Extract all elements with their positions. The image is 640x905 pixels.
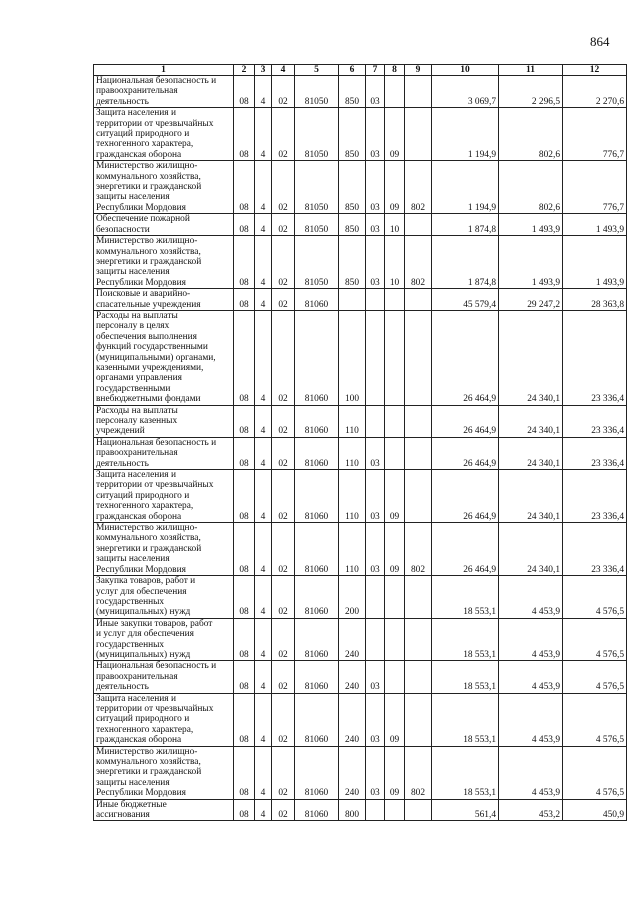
cell-c5: 81060 [295, 405, 339, 437]
cell-c7 [366, 576, 385, 619]
cell-c7: 03 [366, 523, 385, 576]
cell-c6: 240 [339, 661, 366, 693]
cell-c12: 23 336,4 [563, 437, 627, 469]
cell-c11: 4 453,9 [499, 693, 563, 746]
column-header-6: 6 [339, 65, 366, 76]
cell-c2: 08 [234, 618, 255, 661]
cell-c4: 02 [272, 236, 295, 289]
cell-c10: 18 553,1 [432, 693, 499, 746]
cell-c10: 3 069,7 [432, 76, 499, 108]
cell-c4: 02 [272, 161, 295, 214]
cell-c10: 26 464,9 [432, 405, 499, 437]
cell-c6: 850 [339, 236, 366, 289]
cell-c8 [385, 618, 405, 661]
cell-c10: 561,4 [432, 799, 499, 821]
cell-c7 [366, 799, 385, 821]
cell-c2: 08 [234, 108, 255, 161]
cell-c11: 453,2 [499, 799, 563, 821]
cell-c9 [405, 310, 432, 405]
cell-c7: 03 [366, 108, 385, 161]
cell-c5: 81060 [295, 618, 339, 661]
table-row [94, 108, 627, 161]
cell-c2: 08 [234, 437, 255, 469]
cell-c8: 09 [385, 470, 405, 523]
cell-c11: 29 247,2 [499, 289, 563, 311]
column-header-11: 11 [499, 65, 563, 76]
cell-c3: 4 [255, 693, 272, 746]
cell-c6: 110 [339, 523, 366, 576]
cell-c8: 09 [385, 523, 405, 576]
cell-c2: 08 [234, 405, 255, 437]
cell-c11: 4 453,9 [499, 746, 563, 799]
cell-c11: 24 340,1 [499, 405, 563, 437]
cell-c2: 08 [234, 470, 255, 523]
cell-c8 [385, 289, 405, 311]
cell-c11: 24 340,1 [499, 523, 563, 576]
cell-c11: 4 453,9 [499, 618, 563, 661]
cell-c2: 08 [234, 576, 255, 619]
cell-c11: 1 493,9 [499, 236, 563, 289]
cell-c2: 08 [234, 799, 255, 821]
row-name: Закупка товаров, работ и услуг для обеспечения государственных (муниципальных) нужд [94, 576, 234, 619]
cell-c12: 1 493,9 [563, 214, 627, 236]
cell-c9: 802 [405, 746, 432, 799]
table-row [94, 236, 627, 289]
cell-c5: 81060 [295, 523, 339, 576]
cell-c6: 200 [339, 576, 366, 619]
cell-c3: 4 [255, 661, 272, 693]
cell-c5: 81060 [295, 799, 339, 821]
column-header-9: 9 [405, 65, 432, 76]
cell-c6: 800 [339, 799, 366, 821]
column-header-2: 2 [234, 65, 255, 76]
cell-c8: 09 [385, 108, 405, 161]
table-row [94, 437, 627, 469]
cell-c6: 240 [339, 693, 366, 746]
cell-c12: 1 493,9 [563, 236, 627, 289]
cell-c10: 26 464,9 [432, 437, 499, 469]
cell-c10: 26 464,9 [432, 470, 499, 523]
cell-c7: 03 [366, 161, 385, 214]
cell-c3: 4 [255, 437, 272, 469]
cell-c8 [385, 76, 405, 108]
table-row [94, 523, 627, 576]
cell-c5: 81060 [295, 310, 339, 405]
cell-c8 [385, 310, 405, 405]
cell-c3: 4 [255, 214, 272, 236]
cell-c3: 4 [255, 161, 272, 214]
column-header-3: 3 [255, 65, 272, 76]
row-name: Расходы на выплаты персоналу в целях обеспечения выполнения функций государственными (муниципальными) органами, казенными учреждениями, органами управления государственными внебюджетными фондами [94, 310, 234, 405]
cell-c9 [405, 693, 432, 746]
cell-c7: 03 [366, 693, 385, 746]
cell-c5: 81060 [295, 661, 339, 693]
column-header-8: 8 [385, 65, 405, 76]
table-row [94, 161, 627, 214]
cell-c11: 2 296,5 [499, 76, 563, 108]
cell-c6: 850 [339, 214, 366, 236]
cell-c9 [405, 576, 432, 619]
table-row [94, 470, 627, 523]
cell-c4: 02 [272, 799, 295, 821]
cell-c2: 08 [234, 661, 255, 693]
row-name: Министерство жилищно- коммунального хозяйства, энергетики и гражданской защиты населения Республики Мордовия [94, 161, 234, 214]
row-name: Иные бюджетные ассигнования [94, 799, 234, 821]
row-name: Министерство жилищно- коммунального хозяйства, энергетики и гражданской защиты населения Республики Мордовия [94, 746, 234, 799]
cell-c5: 81050 [295, 76, 339, 108]
cell-c4: 02 [272, 214, 295, 236]
table-row [94, 76, 627, 108]
cell-c5: 81050 [295, 108, 339, 161]
column-header-4: 4 [272, 65, 295, 76]
row-name: Иные закупки товаров, работ и услуг для обеспечения государственных (муниципальных) нужд [94, 618, 234, 661]
cell-c3: 4 [255, 310, 272, 405]
cell-c7: 03 [366, 437, 385, 469]
cell-c11: 24 340,1 [499, 470, 563, 523]
cell-c4: 02 [272, 470, 295, 523]
cell-c12: 776,7 [563, 161, 627, 214]
cell-c5: 81060 [295, 693, 339, 746]
cell-c8 [385, 437, 405, 469]
cell-c9 [405, 799, 432, 821]
cell-c7 [366, 310, 385, 405]
cell-c8 [385, 661, 405, 693]
cell-c9: 802 [405, 523, 432, 576]
row-name: Расходы на выплаты персоналу казенных учреждений [94, 405, 234, 437]
cell-c4: 02 [272, 746, 295, 799]
page-number: 864 [590, 34, 610, 49]
cell-c10: 18 553,1 [432, 746, 499, 799]
cell-c3: 4 [255, 746, 272, 799]
cell-c4: 02 [272, 310, 295, 405]
column-header-1: 1 [94, 65, 234, 76]
cell-c6: 850 [339, 161, 366, 214]
cell-c6: 240 [339, 746, 366, 799]
cell-c2: 08 [234, 523, 255, 576]
table-row [94, 405, 627, 437]
cell-c2: 08 [234, 746, 255, 799]
cell-c11: 4 453,9 [499, 576, 563, 619]
cell-c12: 2 270,6 [563, 76, 627, 108]
cell-c7: 03 [366, 746, 385, 799]
cell-c7: 03 [366, 236, 385, 289]
cell-c9 [405, 76, 432, 108]
cell-c9 [405, 661, 432, 693]
cell-c4: 02 [272, 405, 295, 437]
cell-c11: 24 340,1 [499, 310, 563, 405]
cell-c9 [405, 437, 432, 469]
cell-c8: 10 [385, 214, 405, 236]
row-name: Министерство жилищно- коммунального хозяйства, энергетики и гражданской защиты населения Республики Мордовия [94, 523, 234, 576]
cell-c8: 09 [385, 161, 405, 214]
cell-c9 [405, 214, 432, 236]
cell-c5: 81060 [295, 746, 339, 799]
table-row [94, 289, 627, 311]
cell-c9: 802 [405, 236, 432, 289]
cell-c8: 10 [385, 236, 405, 289]
cell-c7: 03 [366, 470, 385, 523]
cell-c12: 450,9 [563, 799, 627, 821]
cell-c4: 02 [272, 523, 295, 576]
cell-c12: 23 336,4 [563, 310, 627, 405]
cell-c8 [385, 799, 405, 821]
cell-c5: 81060 [295, 576, 339, 619]
cell-c12: 23 336,4 [563, 523, 627, 576]
header-row [94, 65, 627, 76]
cell-c5: 81060 [295, 470, 339, 523]
cell-c3: 4 [255, 76, 272, 108]
table-row [94, 576, 627, 619]
cell-c2: 08 [234, 214, 255, 236]
cell-c10: 1 874,8 [432, 214, 499, 236]
cell-c8: 09 [385, 746, 405, 799]
cell-c11: 802,6 [499, 108, 563, 161]
cell-c9 [405, 470, 432, 523]
cell-c7: 03 [366, 661, 385, 693]
cell-c2: 08 [234, 289, 255, 311]
column-header-10: 10 [432, 65, 499, 76]
cell-c4: 02 [272, 437, 295, 469]
cell-c10: 26 464,9 [432, 523, 499, 576]
cell-c12: 28 363,8 [563, 289, 627, 311]
table-row [94, 799, 627, 821]
cell-c2: 08 [234, 236, 255, 289]
cell-c10: 1 194,9 [432, 108, 499, 161]
cell-c2: 08 [234, 76, 255, 108]
cell-c12: 4 576,5 [563, 618, 627, 661]
table-row [94, 618, 627, 661]
cell-c11: 24 340,1 [499, 437, 563, 469]
cell-c7: 03 [366, 76, 385, 108]
row-name: Национальная безопасность и правоохранительная деятельность [94, 437, 234, 469]
column-header-12: 12 [563, 65, 627, 76]
cell-c3: 4 [255, 289, 272, 311]
cell-c6: 110 [339, 437, 366, 469]
cell-c12: 4 576,5 [563, 661, 627, 693]
cell-c3: 4 [255, 576, 272, 619]
cell-c5: 81060 [295, 437, 339, 469]
cell-c6: 850 [339, 76, 366, 108]
cell-c11: 4 453,9 [499, 661, 563, 693]
cell-c8 [385, 576, 405, 619]
cell-c8 [385, 405, 405, 437]
table-row [94, 214, 627, 236]
cell-c6: 110 [339, 405, 366, 437]
cell-c5: 81050 [295, 214, 339, 236]
cell-c4: 02 [272, 576, 295, 619]
cell-c10: 18 553,1 [432, 576, 499, 619]
row-name: Защита населения и территории от чрезвычайных ситуаций природного и техногенного характера, гражданская оборона [94, 108, 234, 161]
budget-table [93, 64, 627, 821]
cell-c10: 45 579,4 [432, 289, 499, 311]
cell-c9 [405, 289, 432, 311]
cell-c12: 23 336,4 [563, 470, 627, 523]
cell-c7: 03 [366, 214, 385, 236]
cell-c9: 802 [405, 161, 432, 214]
cell-c4: 02 [272, 108, 295, 161]
cell-c6: 110 [339, 470, 366, 523]
cell-c10: 1 874,8 [432, 236, 499, 289]
cell-c11: 1 493,9 [499, 214, 563, 236]
cell-c6: 240 [339, 618, 366, 661]
cell-c12: 4 576,5 [563, 746, 627, 799]
cell-c2: 08 [234, 693, 255, 746]
row-name: Защита населения и территории от чрезвычайных ситуаций природного и техногенного характера, гражданская оборона [94, 693, 234, 746]
cell-c3: 4 [255, 523, 272, 576]
cell-c6: 100 [339, 310, 366, 405]
table-row [94, 310, 627, 405]
cell-c4: 02 [272, 661, 295, 693]
cell-c10: 18 553,1 [432, 661, 499, 693]
cell-c3: 4 [255, 236, 272, 289]
cell-c5: 81050 [295, 161, 339, 214]
cell-c4: 02 [272, 76, 295, 108]
cell-c3: 4 [255, 799, 272, 821]
table-row [94, 661, 627, 693]
cell-c10: 1 194,9 [432, 161, 499, 214]
cell-c7 [366, 618, 385, 661]
cell-c4: 02 [272, 693, 295, 746]
cell-c3: 4 [255, 470, 272, 523]
cell-c4: 02 [272, 618, 295, 661]
row-name: Национальная безопасность и правоохранительная деятельность [94, 76, 234, 108]
cell-c12: 23 336,4 [563, 405, 627, 437]
cell-c2: 08 [234, 310, 255, 405]
cell-c9 [405, 405, 432, 437]
cell-c12: 776,7 [563, 108, 627, 161]
cell-c2: 08 [234, 161, 255, 214]
column-header-5: 5 [295, 65, 339, 76]
cell-c12: 4 576,5 [563, 576, 627, 619]
row-name: Обеспечение пожарной безопасности [94, 214, 234, 236]
cell-c6 [339, 289, 366, 311]
row-name: Национальная безопасность и правоохранительная деятельность [94, 661, 234, 693]
cell-c4: 02 [272, 289, 295, 311]
cell-c7 [366, 405, 385, 437]
cell-c11: 802,6 [499, 161, 563, 214]
row-name: Защита населения и территории от чрезвычайных ситуаций природного и техногенного характера, гражданская оборона [94, 470, 234, 523]
cell-c8: 09 [385, 693, 405, 746]
table-row [94, 693, 627, 746]
cell-c12: 4 576,5 [563, 693, 627, 746]
row-name: Министерство жилищно- коммунального хозяйства, энергетики и гражданской защиты населения Республики Мордовия [94, 236, 234, 289]
column-header-7: 7 [366, 65, 385, 76]
cell-c3: 4 [255, 405, 272, 437]
cell-c6: 850 [339, 108, 366, 161]
cell-c7 [366, 289, 385, 311]
cell-c9 [405, 618, 432, 661]
cell-c3: 4 [255, 108, 272, 161]
table-row [94, 746, 627, 799]
row-name: Поисковые и аварийно- спасательные учреждения [94, 289, 234, 311]
cell-c9 [405, 108, 432, 161]
cell-c5: 81050 [295, 236, 339, 289]
cell-c5: 81060 [295, 289, 339, 311]
cell-c3: 4 [255, 618, 272, 661]
cell-c10: 26 464,9 [432, 310, 499, 405]
cell-c10: 18 553,1 [432, 618, 499, 661]
